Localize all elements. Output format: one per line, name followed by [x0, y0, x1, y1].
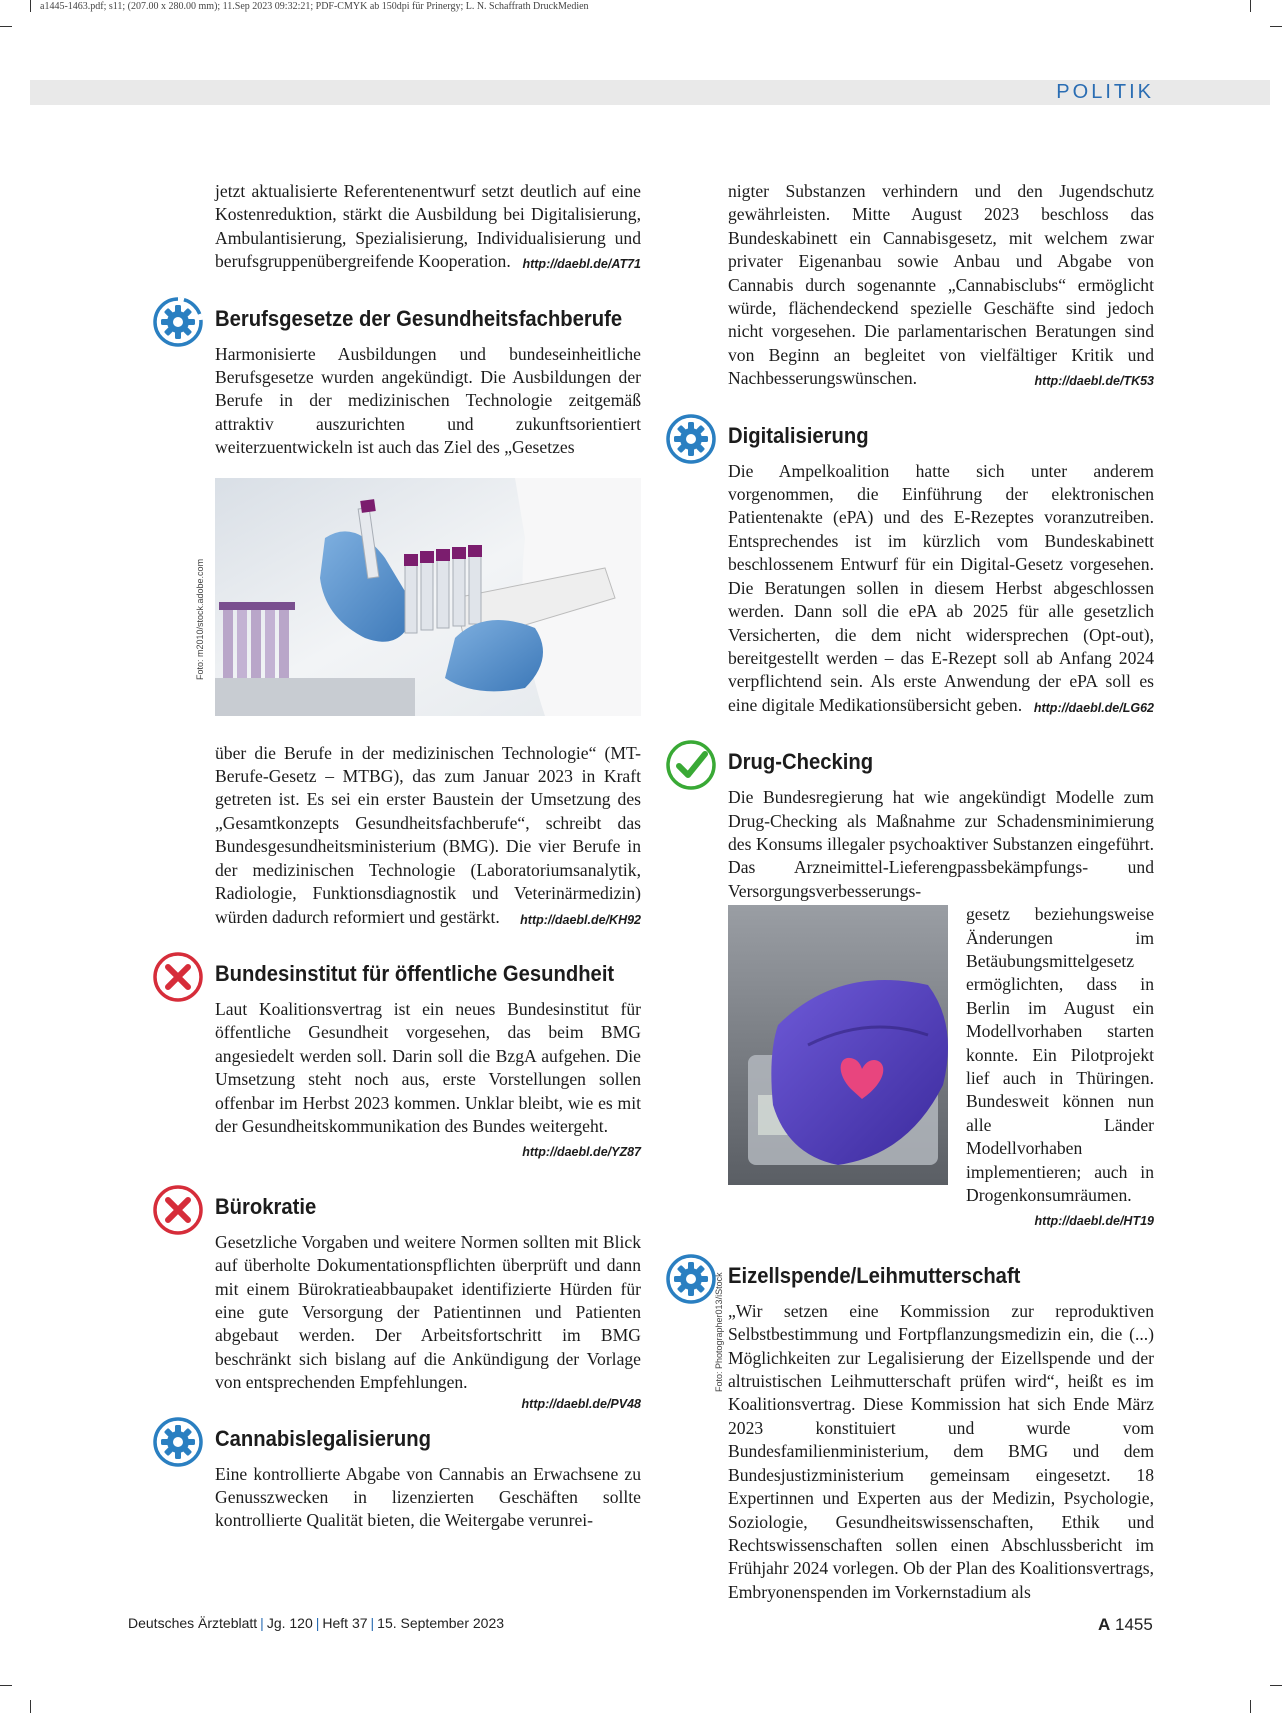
- article-link[interactable]: http://daebl.de/AT71: [522, 257, 641, 272]
- article-link[interactable]: http://daebl.de/YZ87: [522, 1145, 641, 1160]
- paragraph: Die Bundesregierung hat wie angekündigt Modelle zum Drug-Checking als Maßnahme zur Schadensminimierung des Konsums illegaler psychoaktiver Substanzen eingeführt. Das Arzneimittel-Lieferengpassbekämpfungs- und Versorgungsverbesserungs-: [728, 787, 1154, 901]
- paragraph: Eine kontrollierte Abgabe von Cannabis an Erwachsene zu Genusszwecken in lizenzierten Geschäften sollte kontrollierte Qualität bieten, die Weitergabe verunrei-: [215, 1463, 641, 1531]
- crop-mark: [30, 1700, 31, 1713]
- volume: Jg. 120: [266, 1615, 313, 1631]
- article-link[interactable]: http://daebl.de/PV48: [521, 1396, 641, 1411]
- intro-paragraph: nigter Substanzen verhindern und den Jugendschutz gewährleisten. Mitte August 2023 beschloss das Bundeskabinett ein Cannabisgesetz, mit welchem zwar privater Eigenanbau sowie Anbau und Abgabe von Cannabis durch sogenannte „Cannabisclubs“ ermöglicht würde, flächendeckend spezielle Geschäfte sind jedoch nicht vorgesehen. Die parlamentarischen Beratungen sind von Beginn an begleitet von vielfältiger Kritik und Nachbesserungswünschen. http://daebl.de/TK53: [728, 180, 1154, 391]
- journal-name: Deutsches Ärzteblatt: [128, 1615, 258, 1631]
- article-link[interactable]: http://daebl.de/TK53: [1034, 374, 1154, 389]
- gear-icon: [665, 1253, 717, 1305]
- article-link[interactable]: http://daebl.de/LG62: [1033, 700, 1154, 715]
- photo-credit: Foto: Photographer013/iStock: [714, 1272, 724, 1392]
- heading-digitalisierung: [728, 420, 1154, 452]
- gear-icon: [152, 1416, 204, 1468]
- heading-cannabis: [215, 1423, 641, 1455]
- paragraph: über die Berufe in der medizinischen Technologie“ (MT-Berufe-Gesetz – MTBG), das zum Januar 2023 in Kraft getreten ist. Es sei ein erster Baustein der Umsetzung des „Gesamtkonzepts Gesundheitsfachberufe“, schreibt das Bundesgesundheitsministerium (BMG). Die vier Berufe in der medizinischen Technologie (Laboratoriumsanalytik, Radiologie, Funktionsdiagnostik und Veterinärmedizin) würden dadurch reformiert und gestärkt. http://daebl.de/KH92: [215, 742, 641, 929]
- heading-title: Drug-Checking: [728, 749, 874, 775]
- lab-photo: [215, 478, 641, 716]
- heading-title: Cannabislegalisierung: [215, 1425, 431, 1451]
- pill-photo: [728, 905, 948, 1185]
- heading-buerokratie: [215, 1191, 641, 1223]
- crop-mark: [0, 1685, 12, 1686]
- paragraph: Laut Koalitionsvertrag ist ein neues Bundesinstitut für öffentliche Gesundheit vorgesehen, das beim BMG angesiedelt werden soll. Darin soll die BzgA aufgehen. Die Umsetzung steht noch aus, erste Vorstellungen sollen offenbar im Herbst 2023 kommen. Unklar bleibt, wie es mit der Gesundheitskommunikation des Bundes weitergeht. http://daebl.de/YZ87: [215, 998, 641, 1138]
- paragraph: Die Ampelkoalition hatte sich unter anderem vorgenommen, die Einführung der elektronischen Patientenakte (ePA) und des E-Rezeptes voranzutreiben. Entsprechendes ist im kürzlich vom Bundeskabinett beschlossenem Entwurf für ein Digital-Gesetz vorgesehen. Die Beratungen sollen in diesem Herbst abgeschlossen werden. Dann soll die ePA ab 2025 für alle gesetzlich Versicherten, die dem nicht widersprechen (Opt-out), bereitgestellt werden – das E-Rezept soll ab Anfang 2024 verpflichtend sein. Als erste Anwendung der ePA soll es eine digitale Medikationsübersicht geben. http://daebl.de/LG62: [728, 460, 1154, 717]
- paragraph: gesetz beziehungsweise Änderungen im Betäubungsmittelgesetz ermöglichten, dass in Berlin im August ein Modellvorhaben starten konnte. Ein Pilotprojekt lief auch in Thüringen. Bundesweit können nun alle Länder Modellvorhaben implementieren; auch in Drogenkonsumräumen. http://daebl.de/HT19: [728, 903, 1154, 1207]
- issue: Heft 37: [322, 1615, 368, 1631]
- cross-icon: [152, 1184, 204, 1236]
- check-icon: [665, 739, 717, 791]
- paragraph: „Wir setzen eine Kommission zur reproduktiven Selbstbestimmung und Fortpflanzungsmedizin ein, die (...) Möglichkeiten zur Legalisierung der Eizellspende und der altruistischen Leihmutterschaft prüfen wird“, heißt es im Koalitionsvertrag. Diese Kommission hat sich Ende März 2023 konstituiert und wurde vom Bundesfamilienministerium, dem BMG und dem Bundesjustizministerium gemeinsam eingesetzt. 18 Expertinnen und Experten aus der Medizin, Psychologie, Soziologie, Gesundheitswissenschaften, Ethik und Rechtswissenschaften sollen einen Abschlussbericht im Frühjahr 2024 vorlegen. Ob der Plan des Koalitionsvertrags, Embryonenspenden im Vorkernstadium als: [728, 1300, 1154, 1602]
- footer-citation: Deutsches Ärzteblatt | Jg. 120 | Heft 37 | 15. September 2023: [128, 1615, 505, 1631]
- crop-mark: [1250, 1700, 1251, 1713]
- heading-title: Eizellspende/Leihmutterschaft: [728, 1262, 1021, 1288]
- lab-test-tubes-image: [215, 478, 641, 716]
- heading-title: Bundesinstitut für öffentliche Gesundheit: [215, 960, 615, 986]
- gear-icon: [665, 413, 717, 465]
- heading-eizellspende: [728, 1260, 1154, 1292]
- heading-berufsgesetze: [215, 303, 641, 335]
- article-link[interactable]: http://daebl.de/KH92: [520, 912, 641, 927]
- crop-mark: [0, 26, 12, 27]
- article-link[interactable]: http://daebl.de/HT19: [1034, 1214, 1154, 1229]
- gear-icon: [152, 296, 204, 348]
- crop-mark: [1250, 0, 1251, 12]
- drugchecking-wrap: [728, 903, 1154, 1234]
- heart-pill-on-scale-image: [728, 905, 948, 1185]
- issue-date: 15. September 2023: [377, 1615, 505, 1631]
- section-label: POLITIK: [1056, 81, 1154, 103]
- crop-mark: [1270, 1685, 1282, 1686]
- paragraph: Gesetzliche Vorgaben und weitere Normen sollten mit Blick auf überholte Dokumentationspflichten überprüft und dann mit einem Bürokratieabbaupaket identifizierte Hürden für eine gute Versorgung der Patientinnen und Patienten abgebaut werden. Der Arbeitsfortschritt im BMG beschränkt sich bislang auf die Ankündigung der Vorlage von entsprechenden Empfehlungen.: [215, 1231, 641, 1393]
- heading-title: Berufsgesetze der Gesundheitsfachberufe: [215, 305, 623, 331]
- crop-mark: [30, 0, 31, 12]
- right-column: [714, 180, 1154, 1604]
- cross-icon: [152, 951, 204, 1003]
- paragraph: Harmonisierte Ausbildungen und bundeseinheitliche Berufsgesetze wurden angekündigt. Die Ausbildungen der Berufe in der medizinischen Technologie zeitgemäß attraktiv auszurichten und zukunftsorientiert weiterzuentwickeln ist auch das Ziel des „Gesetzes: [215, 343, 641, 458]
- page-number: A 1455: [1098, 1615, 1153, 1634]
- left-column: [195, 180, 641, 1533]
- intro-paragraph: jetzt aktualisierte Referentenentwurf setzt deutlich auf eine Kostenreduktion, stärkt die Ausbildung bei Digitalisierung, Ambulantisierung, Spezialisierung, Individualisierung und berufsgruppenübergreifende Kooperation. http://daebl.de/AT71: [215, 180, 641, 274]
- crop-mark: [1270, 26, 1282, 27]
- photo-credit: Foto: m2010/stock.adobe.com: [195, 558, 205, 680]
- heading-title: Digitalisierung: [728, 422, 869, 448]
- heading-bundesinstitut: [215, 958, 641, 990]
- heading-drugchecking: [728, 746, 1154, 778]
- heading-title: Bürokratie: [215, 1193, 317, 1219]
- print-info: a1445-1463.pdf; s11; (207.00 x 280.00 mm); 11.Sep 2023 09:32:21; PDF-CMYK ab 150dpi für Prinergy; L. N. Schaffrath DruckMedien: [40, 1, 589, 12]
